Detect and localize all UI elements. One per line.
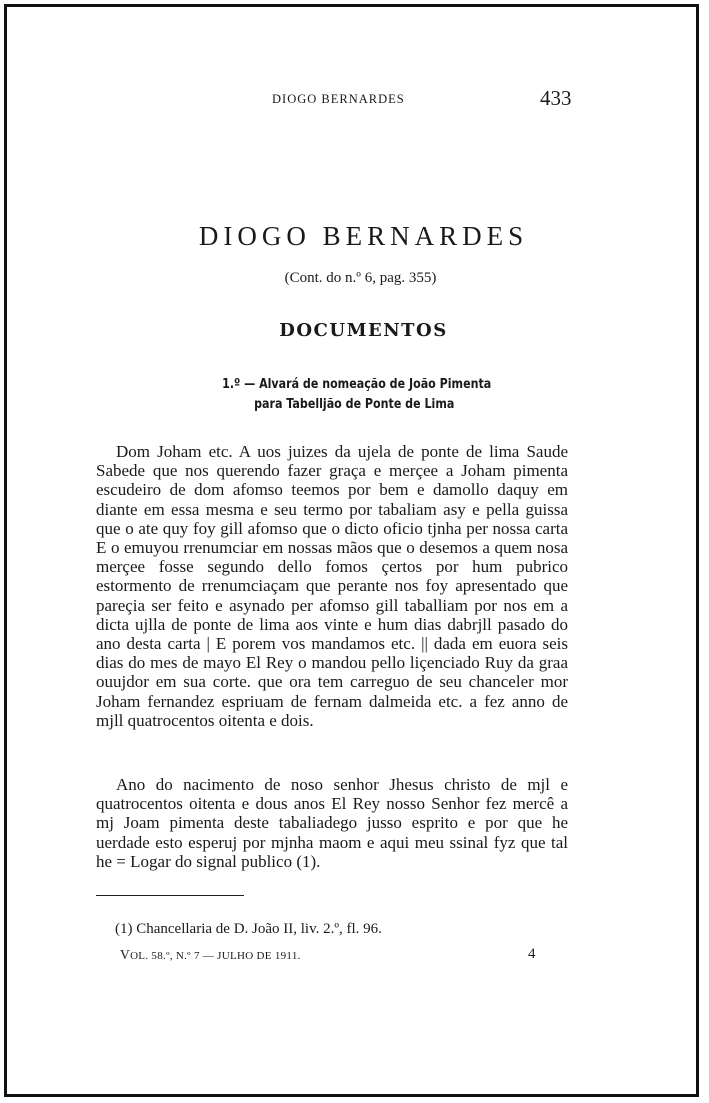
article-subtitle: (Cont. do n.º 6, pag. 355): [284, 270, 437, 286]
footnote-divider: [96, 895, 244, 896]
footnote: (1) Chancellaria de D. João II, liv. 2.º, fl. 96.: [115, 921, 382, 937]
signature-mark: 4: [528, 946, 536, 962]
volume-line: [120, 947, 301, 963]
volume-details: OL. 58.º, N.º 7 — JULHO DE 1911.: [130, 950, 301, 962]
article-title: DIOGO BERNARDES: [198, 221, 529, 251]
body-paragraph-1: Dom Joham etc. A uos juizes da ujela de ponte de lima Saude Sabede que nos querendo fazer graça e merçee a Joham pimenta escudeiro de dom afomso teemos por bem e damollo daquy em diante em essa mesma e seu termo por tabaliam asy e pella guissa que o ate quy foy gill afomso que o dicto oficio tjnha per nossa carta E o emuyou rrenumciar em nossas mãos que o desemos a quem nosa merçee fosse segundo dello fomos çertos por hum pubrico estormento de rrenumciaçam que perante nos foy apresentado que pareçia ser feito e asynado per afomso gill taballiam por nos em a dicta ujlla de ponte de lima aos vinte e hum dias dabrjll pasado do ano desta carta | E porem vos mandamos etc. || dada em euora seis dias do mes de mayo El Rey o mandou pello liçenciado Ruy da graa ouujdor em sua corte. que ora tem carreguo de seu chanceler mor Joham fernandez espriuam de fernam dalmeida etc. a fez anno de mjll quatrocentos oitenta e dois.: [96, 442, 568, 730]
document-heading: [64, 374, 645, 414]
page-number: 433: [540, 86, 572, 110]
volume-prefix: V: [120, 947, 131, 962]
section-heading: DOCUMENTOS: [279, 320, 448, 341]
body-paragraph-2: Ano do nacimento de noso senhor Jhesus christo de mjl e quatrocentos oitenta e dous anos El Rey nosso Senhor fez mercê a mj Joam pimenta deste tabaliadego jusso esprito e por que he uerdade esto esperuj por mjnha maom e aqui meu ssinal fyz que tal he = Logar do signal publico (1).: [96, 775, 568, 871]
document-heading-line-1: 1.º — Alvará de nomeação de João Pimenta: [222, 376, 492, 392]
running-header: DIOGO BERNARDES: [272, 92, 405, 106]
document-heading-line-2: para Tabelljão de Ponte de Lima: [254, 396, 455, 412]
